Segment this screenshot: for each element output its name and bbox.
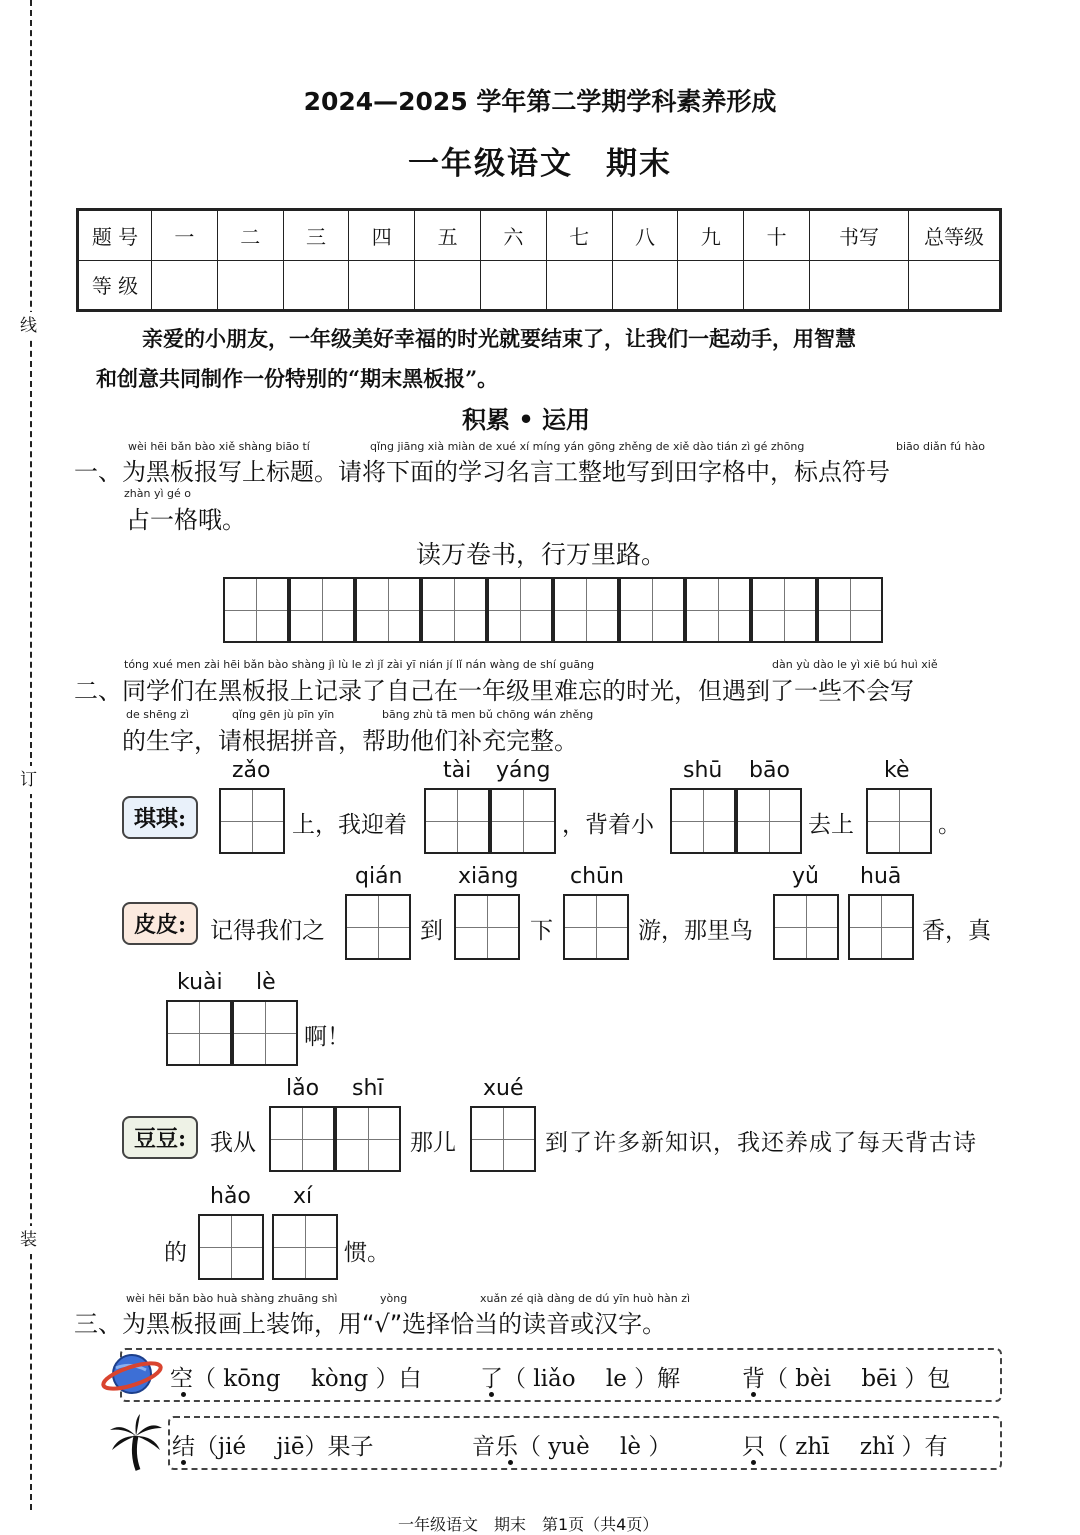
score-cell: 三 xyxy=(283,210,349,261)
score-cell: 十 xyxy=(744,210,810,261)
tianzige-box[interactable] xyxy=(232,1000,298,1066)
tianzige-box[interactable] xyxy=(670,788,736,854)
page-footer: 一年级语文 期末 第1页（共4页） xyxy=(398,1515,659,1534)
tianzige-box[interactable] xyxy=(198,1214,264,1280)
pinyin-ke: kè xyxy=(884,758,910,783)
q1-quote: 读万卷书，行万里路。 xyxy=(416,540,667,569)
q1-pinyin-1: wèi hēi bǎn bào xiě shàng biāo tí xyxy=(128,440,310,453)
grade-input-cell[interactable] xyxy=(152,260,218,311)
pinyin-xi: xí xyxy=(293,1184,313,1209)
tianzige-box[interactable] xyxy=(487,577,553,643)
score-cell: 六 xyxy=(480,210,546,261)
doudou-text-2: 那儿 xyxy=(410,1130,456,1156)
pinyin-shi: shī xyxy=(352,1076,384,1101)
score-cell: 二 xyxy=(217,210,283,261)
tianzige-box[interactable] xyxy=(751,577,817,643)
binding-char-ding: 订 xyxy=(20,766,37,794)
tianzige-box[interactable] xyxy=(866,788,932,854)
pipi-text-5: 香，真 xyxy=(922,918,991,944)
score-cell: 题 号 xyxy=(78,210,152,261)
grade-label-cell: 等 级 xyxy=(78,260,152,311)
qiqi-text-4: 。 xyxy=(938,812,961,838)
planet-icon xyxy=(100,1346,164,1402)
tianzige-box[interactable] xyxy=(736,788,802,854)
score-cell: 四 xyxy=(349,210,415,261)
pinyin-shu: shū xyxy=(683,758,723,783)
pinyin-le: lè xyxy=(256,970,276,995)
grade-input-cell[interactable] xyxy=(283,260,349,311)
emphasis-dot xyxy=(181,1392,186,1397)
q1-pinyin-3: biāo diǎn fú hào xyxy=(896,440,986,453)
pinyin-chun: chūn xyxy=(570,864,624,889)
tianzige-box[interactable] xyxy=(619,577,685,643)
q2-pinyin-2: dàn yù dào le yì xiē bú huì xiě xyxy=(772,658,938,671)
qiqi-text-1: 上，我迎着 xyxy=(292,812,407,838)
score-cell: 书写 xyxy=(810,210,909,261)
doudou-text-1: 我从 xyxy=(210,1130,256,1156)
pinyin-xiang: xiāng xyxy=(458,864,519,889)
q1-instruction-line-2: 占一格哦。 xyxy=(126,506,246,534)
tianzige-box[interactable] xyxy=(424,788,490,854)
tianzige-box[interactable] xyxy=(269,1106,335,1172)
score-table-header-row xyxy=(78,210,1001,261)
tianzige-box[interactable] xyxy=(219,788,285,854)
q2-pinyin-3: de shēng zì xyxy=(126,708,189,721)
speaker-doudou: 豆豆: xyxy=(122,1116,198,1159)
intro-line-2: 和创意共同制作一份特别的“期末黑板报”。 xyxy=(96,366,499,391)
score-cell: 八 xyxy=(612,210,678,261)
emphasis-dot xyxy=(181,1460,186,1465)
palm-tree-icon xyxy=(108,1414,164,1472)
score-table xyxy=(76,208,1002,312)
tianzige-box[interactable] xyxy=(345,894,411,960)
q3-pinyin-3: xuǎn zé qià dàng de dú yīn huò hàn zì xyxy=(480,1292,691,1305)
binding-char-zhuang: 装 xyxy=(20,1226,37,1254)
tianzige-box[interactable] xyxy=(490,788,556,854)
emphasis-dot xyxy=(751,1392,756,1397)
pipi-text-2: 到 xyxy=(420,918,443,944)
emphasis-dot xyxy=(508,1460,513,1465)
score-cell: 一 xyxy=(152,210,218,261)
tianzige-box[interactable] xyxy=(272,1214,338,1280)
score-cell: 七 xyxy=(546,210,612,261)
pinyin-yu: yǔ xyxy=(792,864,819,889)
grade-input-cell[interactable] xyxy=(810,260,909,311)
score-table-grade-row xyxy=(78,260,1001,311)
doudou-text-4: 的 xyxy=(164,1240,187,1266)
tianzige-box[interactable] xyxy=(685,577,751,643)
tianzige-box[interactable] xyxy=(773,894,839,960)
tianzige-box[interactable] xyxy=(335,1106,401,1172)
grade-input-cell[interactable] xyxy=(744,260,810,311)
tianzige-box[interactable] xyxy=(421,577,487,643)
q1-pinyin-2: qǐng jiāng xià miàn de xué xí míng yán gōng zhěng de xiě dào tián zì gé zhōng xyxy=(370,440,805,453)
qiqi-text-3: 去上 xyxy=(808,812,854,838)
tianzige-box[interactable] xyxy=(563,894,629,960)
q3-pinyin-2: yòng xyxy=(380,1292,408,1305)
q3-item-jie[interactable]: 结（jié jiē）果子 xyxy=(172,1434,374,1460)
pinyin-kuai: kuài xyxy=(177,970,223,995)
score-cell: 九 xyxy=(678,210,744,261)
binding-char-xian: 线 xyxy=(20,312,37,340)
q2-instruction-line-2: 的生字，请根据拼音，帮助他们补充完整。 xyxy=(122,727,578,755)
q3-item-yue[interactable]: 音乐（ yuè lè ） xyxy=(472,1434,672,1460)
pinyin-hao: hǎo xyxy=(210,1184,251,1209)
binding-line xyxy=(30,0,32,1510)
emphasis-dot xyxy=(489,1392,494,1397)
tianzige-box[interactable] xyxy=(470,1106,536,1172)
tianzige-box[interactable] xyxy=(454,894,520,960)
pipi-text-1: 记得我们之 xyxy=(210,918,325,944)
q1-pinyin-4: zhàn yì gé o xyxy=(124,487,191,500)
pinyin-bao: bāo xyxy=(749,758,790,783)
grade-input-cell[interactable] xyxy=(612,260,678,311)
doudou-text-5: 惯。 xyxy=(344,1240,390,1266)
q2-pinyin-4: qǐng gēn jù pīn yīn xyxy=(232,708,335,721)
score-cell: 总等级 xyxy=(909,210,1001,261)
tianzige-box[interactable] xyxy=(355,577,421,643)
q1-instruction-line-1: 一、为黑板报写上标题。请将下面的学习名言工整地写到田字格中，标点符号 xyxy=(74,458,890,486)
q3-item-bei[interactable]: 背（ bèi bēi ）包 xyxy=(742,1366,951,1392)
speaker-pipi: 皮皮: xyxy=(122,902,198,945)
grade-input-cell[interactable] xyxy=(217,260,283,311)
grade-input-cell[interactable] xyxy=(909,260,1001,311)
q3-item-liao[interactable]: 了（ liǎo le ）解 xyxy=(480,1366,681,1392)
section-heading: 积累 • 运用 xyxy=(462,405,591,434)
pinyin-hua: huā xyxy=(860,864,902,889)
pinyin-zao: zǎo xyxy=(232,758,271,783)
grade-input-cell[interactable] xyxy=(678,260,744,311)
tianzige-box[interactable] xyxy=(553,577,619,643)
intro-line-1: 亲爱的小朋友，一年级美好幸福的时光就要结束了，让我们一起动手，用智慧 xyxy=(142,326,856,351)
tianzige-box[interactable] xyxy=(848,894,914,960)
pinyin-tai: tài xyxy=(443,758,472,783)
grade-input-cell[interactable] xyxy=(349,260,415,311)
q3-item-zhi[interactable]: 只（ zhī zhǐ ）有 xyxy=(742,1434,948,1460)
pipi-text-6: 啊！ xyxy=(304,1024,350,1050)
exam-subtitle: 一年级语文 期末 xyxy=(408,146,672,182)
doudou-text-3: 到了许多新知识，我还养成了每天背古诗 xyxy=(545,1130,977,1156)
q3-item-kong[interactable]: 空（ kōng kòng ）白 xyxy=(170,1366,422,1392)
pinyin-qian: qián xyxy=(355,864,403,889)
qiqi-text-2: ，背着小 xyxy=(562,812,654,838)
tianzige-box[interactable] xyxy=(817,577,883,643)
tianzige-box[interactable] xyxy=(223,577,289,643)
pinyin-lao: lǎo xyxy=(286,1076,320,1101)
q2-instruction-line-1: 二、同学们在黑板报上记录了自己在一年级里难忘的时光，但遇到了一些不会写 xyxy=(74,677,914,705)
pipi-text-4: 游，那里鸟 xyxy=(638,918,753,944)
q2-pinyin-5: bāng zhù tā men bǔ chōng wán zhěng xyxy=(382,708,594,721)
q3-instruction: 三、为黑板报画上装饰，用“√”选择恰当的读音或汉字。 xyxy=(74,1310,667,1338)
grade-input-cell[interactable] xyxy=(546,260,612,311)
grade-input-cell[interactable] xyxy=(415,260,481,311)
emphasis-dot xyxy=(751,1460,756,1465)
pipi-text-3: 下 xyxy=(530,918,553,944)
q2-pinyin-1: tóng xué men zài hēi bǎn bào shàng jì lù le zì jǐ zài yī nián jí lǐ nán wàng de shí guāng xyxy=(124,658,595,671)
score-cell: 五 xyxy=(415,210,481,261)
grade-input-cell[interactable] xyxy=(480,260,546,311)
pinyin-yang: yáng xyxy=(496,758,551,783)
pinyin-xue: xué xyxy=(483,1076,524,1101)
speaker-qiqi: 琪琪: xyxy=(122,796,198,839)
exam-title: 2024—2025 学年第二学期学科素养形成 xyxy=(303,87,777,116)
q3-pinyin-1: wèi hēi bǎn bào huà shàng zhuāng shì xyxy=(126,1292,338,1305)
tianzige-box[interactable] xyxy=(166,1000,232,1066)
tianzige-box[interactable] xyxy=(289,577,355,643)
